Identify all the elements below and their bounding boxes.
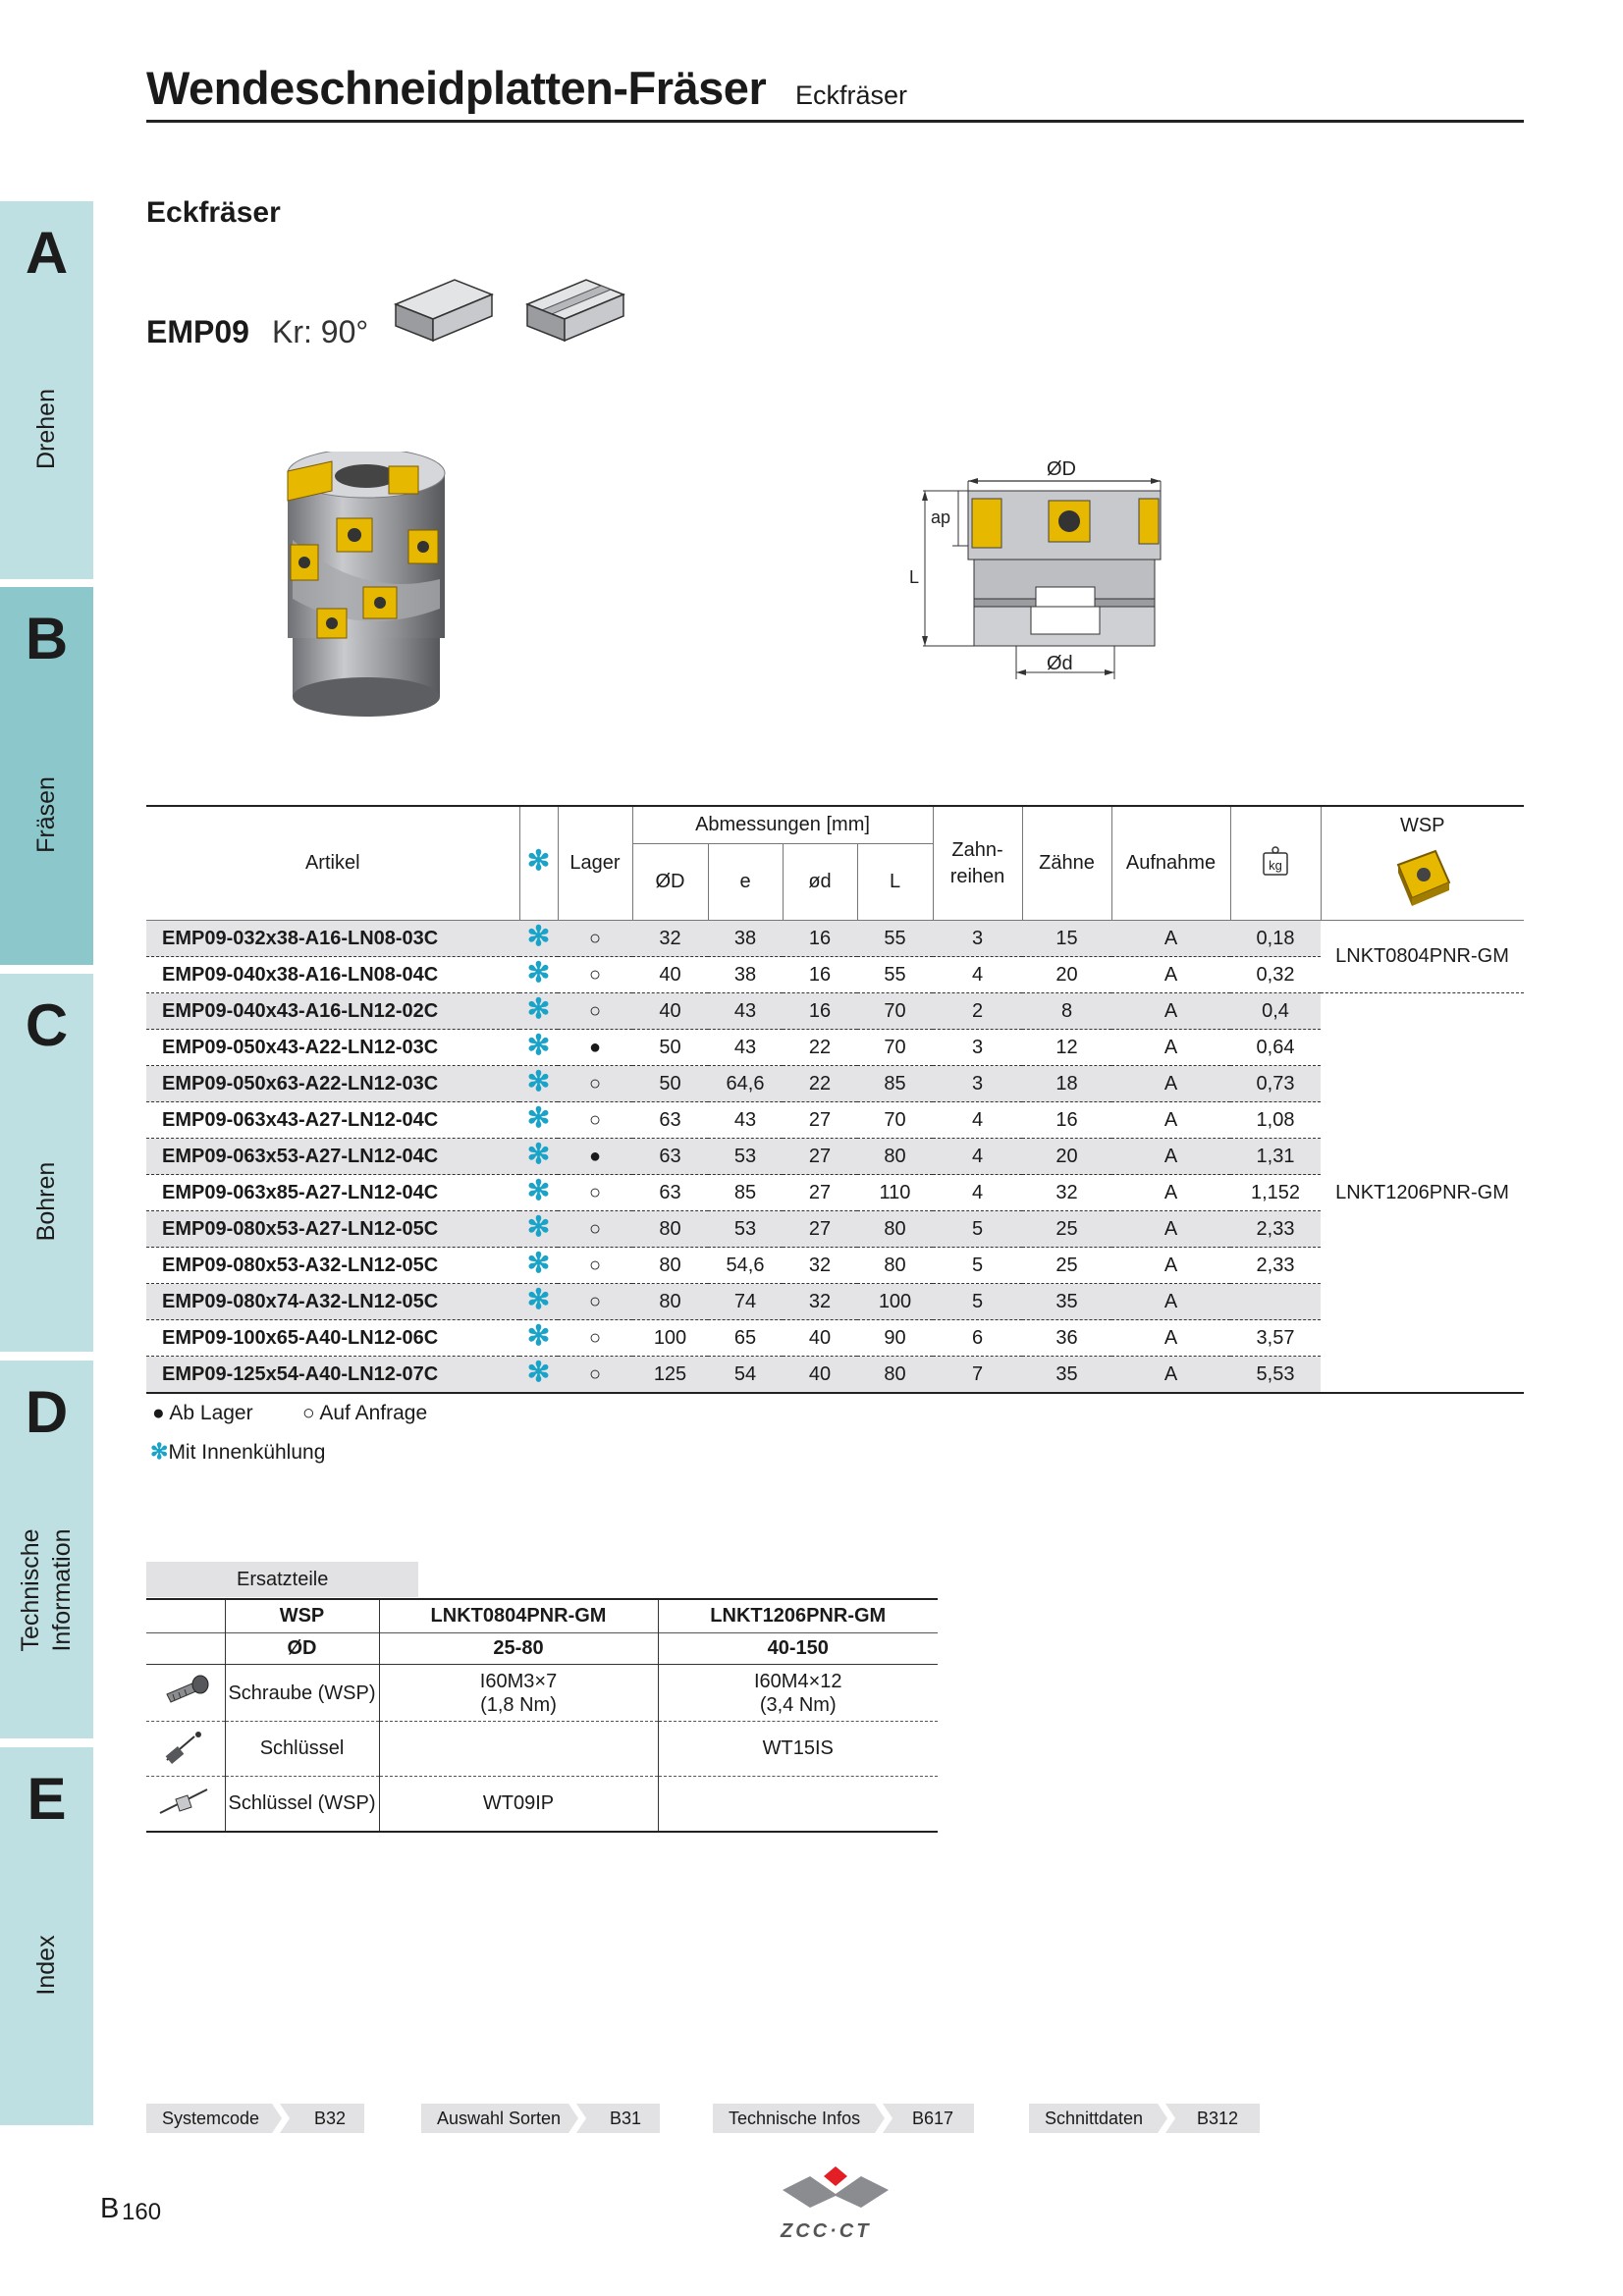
cell-artikel: EMP09-040x38-A16-LN08-04C: [146, 957, 519, 993]
weight-icon: [1261, 844, 1290, 878]
cell-kg: 2,33: [1230, 1211, 1321, 1248]
table-row: [146, 1284, 1524, 1320]
cell-l: 90: [857, 1320, 933, 1357]
coolant-icon: ✻: [526, 1174, 551, 1205]
tab-letter: C: [25, 992, 69, 1058]
cell-d: 125: [632, 1357, 708, 1394]
coolant-icon: ✻: [526, 1283, 551, 1314]
coolant-icon: ✻: [526, 992, 551, 1024]
label-diameter: ØD: [1047, 458, 1076, 480]
screw-icon-svg: [161, 1673, 210, 1708]
footer-link-auswahl-sorten[interactable]: [421, 2104, 660, 2133]
cell-lager: ○: [558, 1066, 632, 1102]
spare-range-2: 40-150: [658, 1633, 938, 1665]
cell-artikel: EMP09-080x74-A32-LN12-05C: [146, 1284, 519, 1320]
zcc-logo-text: ZCC·CT: [781, 2220, 872, 2242]
cell-auf: A: [1111, 1284, 1230, 1320]
tab-label: Fräsen: [32, 776, 60, 853]
insert-shape-icon: [522, 270, 630, 348]
tab-bohren[interactable]: [0, 974, 93, 1352]
legend-coolant: [150, 1441, 325, 1465]
cell-zr: 2: [933, 993, 1022, 1030]
cell-d: 27: [783, 1175, 857, 1211]
cell-zr: 3: [933, 1030, 1022, 1066]
spare-screw-2-line1: I60M4×12: [753, 1670, 842, 1692]
cell-lager: ○: [558, 1284, 632, 1320]
cell-l: 80: [857, 1139, 933, 1175]
cell-kg: 0,18: [1230, 921, 1321, 957]
spare-key-1: [379, 1722, 658, 1777]
cell-kg: [1230, 1284, 1321, 1320]
spare-screw-2: [658, 1665, 938, 1722]
cell-coolant: [519, 993, 558, 1030]
cell-z: 35: [1022, 1357, 1111, 1394]
cell-z: 12: [1022, 1030, 1111, 1066]
cell-d: 40: [632, 957, 708, 993]
footer-link-systemcode[interactable]: [146, 2104, 364, 2133]
model-kr: Kr: 90°: [272, 314, 369, 349]
cell-kg: 0,64: [1230, 1030, 1321, 1066]
cell-z: 20: [1022, 957, 1111, 993]
header-weight: [1230, 806, 1321, 921]
cell-lager: ○: [558, 1357, 632, 1394]
spare-screw-2-line2: (3,4 Nm): [759, 1693, 837, 1716]
cell-l: 80: [857, 1248, 933, 1284]
spare-wsp-key-label: Schlüssel (WSP): [225, 1777, 379, 1833]
cell-e: 74: [708, 1284, 783, 1320]
footer-link-code: B31: [610, 2109, 642, 2128]
coolant-icon: ✻: [526, 1247, 551, 1278]
page-letter: B: [100, 2193, 120, 2224]
spare-blank: [146, 1599, 225, 1633]
cell-zr: 4: [933, 957, 1022, 993]
page-number: 160: [122, 2199, 162, 2225]
spare-blank: [146, 1633, 225, 1665]
cell-z: 25: [1022, 1248, 1111, 1284]
table-row: [146, 1211, 1524, 1248]
title-rule: [146, 120, 1524, 123]
spare-range-1: 25-80: [379, 1633, 658, 1665]
cell-auf: A: [1111, 1320, 1230, 1357]
cell-artikel: EMP09-080x53-A27-LN12-05C: [146, 1211, 519, 1248]
cell-zr: 7: [933, 1357, 1022, 1394]
cell-d: 40: [632, 993, 708, 1030]
cell-e: 53: [708, 1211, 783, 1248]
chevron-right-icon: [567, 2104, 586, 2133]
cell-d: 27: [783, 1139, 857, 1175]
cell-coolant: [519, 1320, 558, 1357]
cell-zr: 4: [933, 1139, 1022, 1175]
cell-d: 100: [632, 1320, 708, 1357]
coolant-icon: ✻: [526, 1029, 551, 1060]
product-table-body: [146, 921, 1524, 1394]
footer-link-code: B32: [314, 2109, 347, 2128]
cell-z: 16: [1022, 1102, 1111, 1139]
cell-d: 32: [783, 1284, 857, 1320]
table-row: [146, 1066, 1524, 1102]
cell-lager: ○: [558, 993, 632, 1030]
cell-coolant: [519, 1066, 558, 1102]
cell-auf: A: [1111, 1211, 1230, 1248]
header-wsp-label: WSP: [1399, 815, 1445, 836]
cell-d: 22: [783, 1066, 857, 1102]
coolant-icon: ✻: [526, 1319, 551, 1351]
cell-auf: A: [1111, 1357, 1230, 1394]
cell-coolant: [519, 921, 558, 957]
section-heading: Eckfräser: [146, 196, 281, 229]
cell-d: 27: [783, 1211, 857, 1248]
tab-drehen[interactable]: [0, 201, 93, 579]
cell-d: 27: [783, 1102, 857, 1139]
header-d-inner: ød: [783, 844, 857, 921]
cell-e: 54: [708, 1357, 783, 1394]
cutter-product-image: [273, 452, 460, 726]
footer-link-code: B617: [912, 2109, 954, 2128]
cell-d: 16: [783, 957, 857, 993]
spare-screw-1-line1: I60M3×7: [479, 1670, 558, 1692]
model-name: EMP09: [146, 314, 249, 349]
cell-lager: ●: [558, 1139, 632, 1175]
cell-zr: 4: [933, 1102, 1022, 1139]
cell-coolant: [519, 1102, 558, 1139]
footer-link-schnittdaten[interactable]: [1029, 2104, 1260, 2133]
tab-label: Drehen: [32, 389, 60, 469]
cell-l: 85: [857, 1066, 933, 1102]
cell-kg: 2,33: [1230, 1248, 1321, 1284]
cell-d: 16: [783, 993, 857, 1030]
header-abmessungen: Abmessungen [mm]: [632, 806, 933, 844]
insert-shape-icon: [391, 270, 499, 348]
cell-d: 80: [632, 1284, 708, 1320]
cell-e: 54,6: [708, 1248, 783, 1284]
cell-artikel: EMP09-050x63-A22-LN12-03C: [146, 1066, 519, 1102]
cell-d: 40: [783, 1357, 857, 1394]
table-row: [146, 993, 1524, 1030]
cell-zr: 6: [933, 1320, 1022, 1357]
footer-link-technische-infos[interactable]: [713, 2104, 974, 2133]
spare-d-label: ØD: [225, 1633, 379, 1665]
cell-lager: ○: [558, 921, 632, 957]
cell-l: 110: [857, 1175, 933, 1211]
cell-e: 38: [708, 957, 783, 993]
cell-kg: 0,32: [1230, 957, 1321, 993]
tab-technische-information[interactable]: [0, 1361, 93, 1738]
cell-coolant: [519, 1284, 558, 1320]
cell-d: 63: [632, 1175, 708, 1211]
spare-wsp-key-1: WT09IP: [379, 1777, 658, 1833]
label-shank: Ød: [1047, 653, 1073, 674]
cell-z: 20: [1022, 1139, 1111, 1175]
cell-kg: 0,4: [1230, 993, 1321, 1030]
cell-d: 80: [632, 1248, 708, 1284]
cell-kg: 3,57: [1230, 1320, 1321, 1357]
cell-l: 70: [857, 1030, 933, 1066]
cell-l: 100: [857, 1284, 933, 1320]
cell-e: 85: [708, 1175, 783, 1211]
cell-z: 8: [1022, 993, 1111, 1030]
cell-artikel: EMP09-080x53-A32-LN12-05C: [146, 1248, 519, 1284]
cell-z: 36: [1022, 1320, 1111, 1357]
weight-unit: kg: [1269, 857, 1282, 873]
tab-letter: E: [27, 1766, 67, 1832]
cell-zr: 3: [933, 1066, 1022, 1102]
cell-coolant: [519, 957, 558, 993]
cell-lager: ○: [558, 1248, 632, 1284]
cell-e: 43: [708, 993, 783, 1030]
cell-lager: ○: [558, 957, 632, 993]
table-row: [146, 921, 1524, 957]
cell-coolant: [519, 1248, 558, 1284]
footer-link-label: Auswahl Sorten: [437, 2109, 562, 2128]
cell-d: 40: [783, 1320, 857, 1357]
coolant-icon: ✻: [526, 1210, 551, 1242]
spare-wsp-1: LNKT0804PNR-GM: [379, 1599, 658, 1633]
coolant-icon: ✻: [526, 1138, 551, 1169]
label-ap: ap: [931, 507, 951, 527]
header-l: L: [857, 844, 933, 921]
cell-wsp: LNKT0804PNR-GM: [1321, 921, 1524, 993]
cell-z: 32: [1022, 1175, 1111, 1211]
tab-letter: B: [25, 606, 69, 671]
cell-l: 80: [857, 1357, 933, 1394]
cell-z: 15: [1022, 921, 1111, 957]
key-icon-svg: [161, 1727, 210, 1766]
chevron-right-icon: [873, 2104, 893, 2133]
coolant-icon: ✻: [526, 1101, 551, 1133]
tab-label: Bohren: [32, 1161, 60, 1242]
cell-kg: 5,53: [1230, 1357, 1321, 1394]
cell-coolant: [519, 1030, 558, 1066]
cell-d: 32: [632, 921, 708, 957]
header-coolant: [519, 806, 558, 921]
table-row: [146, 1139, 1524, 1175]
table-row: [146, 1175, 1524, 1211]
cell-artikel: EMP09-100x65-A40-LN12-06C: [146, 1320, 519, 1357]
cell-auf: A: [1111, 1066, 1230, 1102]
cell-coolant: [519, 1175, 558, 1211]
page-subtitle: Eckfräser: [795, 80, 908, 110]
cell-z: 25: [1022, 1211, 1111, 1248]
cell-zr: 5: [933, 1248, 1022, 1284]
spare-key-2: WT15IS: [658, 1722, 938, 1777]
cell-e: 53: [708, 1139, 783, 1175]
spare-parts-title: Ersatzteile: [146, 1562, 418, 1597]
cell-d: 16: [783, 921, 857, 957]
cell-artikel: EMP09-063x85-A27-LN12-04C: [146, 1175, 519, 1211]
coolant-icon: ✻: [526, 956, 551, 988]
spare-screw-1-line2: (1,8 Nm): [480, 1693, 557, 1716]
header-zaehne: Zähne: [1022, 806, 1111, 921]
label-length: L: [909, 567, 920, 587]
footer-link-label: Schnittdaten: [1045, 2109, 1144, 2128]
cell-wsp: LNKT1206PNR-GM: [1321, 993, 1524, 1394]
insert-icon: [1388, 843, 1457, 908]
cell-kg: 1,31: [1230, 1139, 1321, 1175]
cell-artikel: EMP09-063x43-A27-LN12-04C: [146, 1102, 519, 1139]
cell-lager: ○: [558, 1320, 632, 1357]
table-row: [146, 1030, 1524, 1066]
header-e: e: [708, 844, 783, 921]
coolant-icon: ✻: [526, 1356, 551, 1387]
cell-e: 65: [708, 1320, 783, 1357]
cell-lager: ○: [558, 1102, 632, 1139]
cell-zr: 4: [933, 1175, 1022, 1211]
header-aufnahme: Aufnahme: [1111, 806, 1230, 921]
cell-zr: 3: [933, 921, 1022, 957]
coolant-icon: ✻: [526, 845, 551, 876]
tab-label: [15, 1528, 78, 1651]
cell-e: 43: [708, 1102, 783, 1139]
wsp-key-icon: [146, 1777, 225, 1833]
cell-auf: A: [1111, 1139, 1230, 1175]
header-wsp: [1321, 806, 1524, 921]
cell-artikel: EMP09-032x38-A16-LN08-03C: [146, 921, 519, 957]
cell-l: 55: [857, 957, 933, 993]
spare-wsp-key-2: [658, 1777, 938, 1833]
cell-auf: A: [1111, 1248, 1230, 1284]
spare-parts-table: [146, 1598, 938, 1833]
cell-auf: A: [1111, 993, 1230, 1030]
table-row: [146, 1357, 1524, 1394]
cell-zr: 5: [933, 1284, 1022, 1320]
tab-label-text: Technische Information: [17, 1528, 76, 1652]
cell-coolant: [519, 1357, 558, 1394]
cell-auf: A: [1111, 1102, 1230, 1139]
wsp-key-icon-svg: [158, 1784, 213, 1819]
footer-link-code: B312: [1197, 2109, 1239, 2128]
cell-coolant: [519, 1211, 558, 1248]
header-zahnreihen: Zahn- reihen: [933, 806, 1022, 921]
legend-in-stock-label: Ab Lager: [169, 1402, 253, 1424]
cell-artikel: EMP09-125x54-A40-LN12-07C: [146, 1357, 519, 1394]
cell-l: 70: [857, 993, 933, 1030]
cell-d: 63: [632, 1102, 708, 1139]
footer-link-label: Technische Infos: [729, 2109, 861, 2128]
spare-key-label: Schlüssel: [225, 1722, 379, 1777]
tab-letter: A: [25, 220, 69, 286]
cell-lager: ●: [558, 1030, 632, 1066]
chevron-right-icon: [1156, 2104, 1175, 2133]
cell-auf: A: [1111, 921, 1230, 957]
technical-drawing: [903, 452, 1178, 687]
cell-artikel: EMP09-063x53-A27-LN12-04C: [146, 1139, 519, 1175]
cell-d: 32: [783, 1248, 857, 1284]
cell-d: 63: [632, 1139, 708, 1175]
cell-kg: 0,73: [1230, 1066, 1321, 1102]
cell-d: 50: [632, 1030, 708, 1066]
cell-auf: A: [1111, 1175, 1230, 1211]
cell-auf: A: [1111, 1030, 1230, 1066]
coolant-icon: ✻: [526, 920, 551, 951]
cell-artikel: EMP09-050x43-A22-LN12-03C: [146, 1030, 519, 1066]
cell-l: 55: [857, 921, 933, 957]
tab-index[interactable]: [0, 1747, 93, 2125]
cell-coolant: [519, 1139, 558, 1175]
cell-d: 50: [632, 1066, 708, 1102]
legend-on-request-label: Auf Anfrage: [319, 1402, 428, 1424]
cell-d: 80: [632, 1211, 708, 1248]
cell-e: 64,6: [708, 1066, 783, 1102]
legend-in-stock: ● Ab Lager: [152, 1402, 253, 1424]
cell-kg: 1,152: [1230, 1175, 1321, 1211]
coolant-icon: ✻: [526, 1065, 551, 1096]
spare-screw-label: Schraube (WSP): [225, 1665, 379, 1722]
cell-lager: ○: [558, 1175, 632, 1211]
cell-z: 35: [1022, 1284, 1111, 1320]
spare-wsp-label: WSP: [225, 1599, 379, 1633]
chevron-right-icon: [270, 2104, 290, 2133]
header-d-outer: ØD: [632, 844, 708, 921]
cell-l: 80: [857, 1211, 933, 1248]
header-lager: Lager: [558, 806, 632, 921]
legend-on-request: ○ Auf Anfrage: [302, 1402, 428, 1424]
table-row: [146, 957, 1524, 993]
coolant-icon: ✻: [150, 1439, 169, 1464]
cell-lager: ○: [558, 1211, 632, 1248]
cell-e: 43: [708, 1030, 783, 1066]
cell-kg: 1,08: [1230, 1102, 1321, 1139]
cell-l: 70: [857, 1102, 933, 1139]
cell-d: 22: [783, 1030, 857, 1066]
cell-auf: A: [1111, 957, 1230, 993]
cell-artikel: EMP09-040x43-A16-LN12-02C: [146, 993, 519, 1030]
screw-icon: [146, 1665, 225, 1722]
spare-screw-1: [379, 1665, 658, 1722]
cell-e: 38: [708, 921, 783, 957]
zcc-logo-icon: [781, 2164, 891, 2214]
legend-coolant-label: Mit Innenkühlung: [168, 1441, 326, 1464]
footer-link-label: Systemcode: [162, 2109, 260, 2128]
table-row: [146, 1248, 1524, 1284]
table-row: [146, 1320, 1524, 1357]
cell-zr: 5: [933, 1211, 1022, 1248]
tab-letter: D: [25, 1379, 69, 1445]
key-icon: [146, 1722, 225, 1777]
page-title: Wendeschneidplatten-Fräser: [146, 62, 767, 114]
tab-label: Index: [32, 1935, 60, 1996]
tab-fraesen[interactable]: [0, 587, 93, 965]
spare-wsp-2: LNKT1206PNR-GM: [658, 1599, 938, 1633]
table-row: [146, 1102, 1524, 1139]
product-table: [146, 805, 1524, 1394]
cell-z: 18: [1022, 1066, 1111, 1102]
header-artikel: Artikel: [146, 806, 519, 921]
